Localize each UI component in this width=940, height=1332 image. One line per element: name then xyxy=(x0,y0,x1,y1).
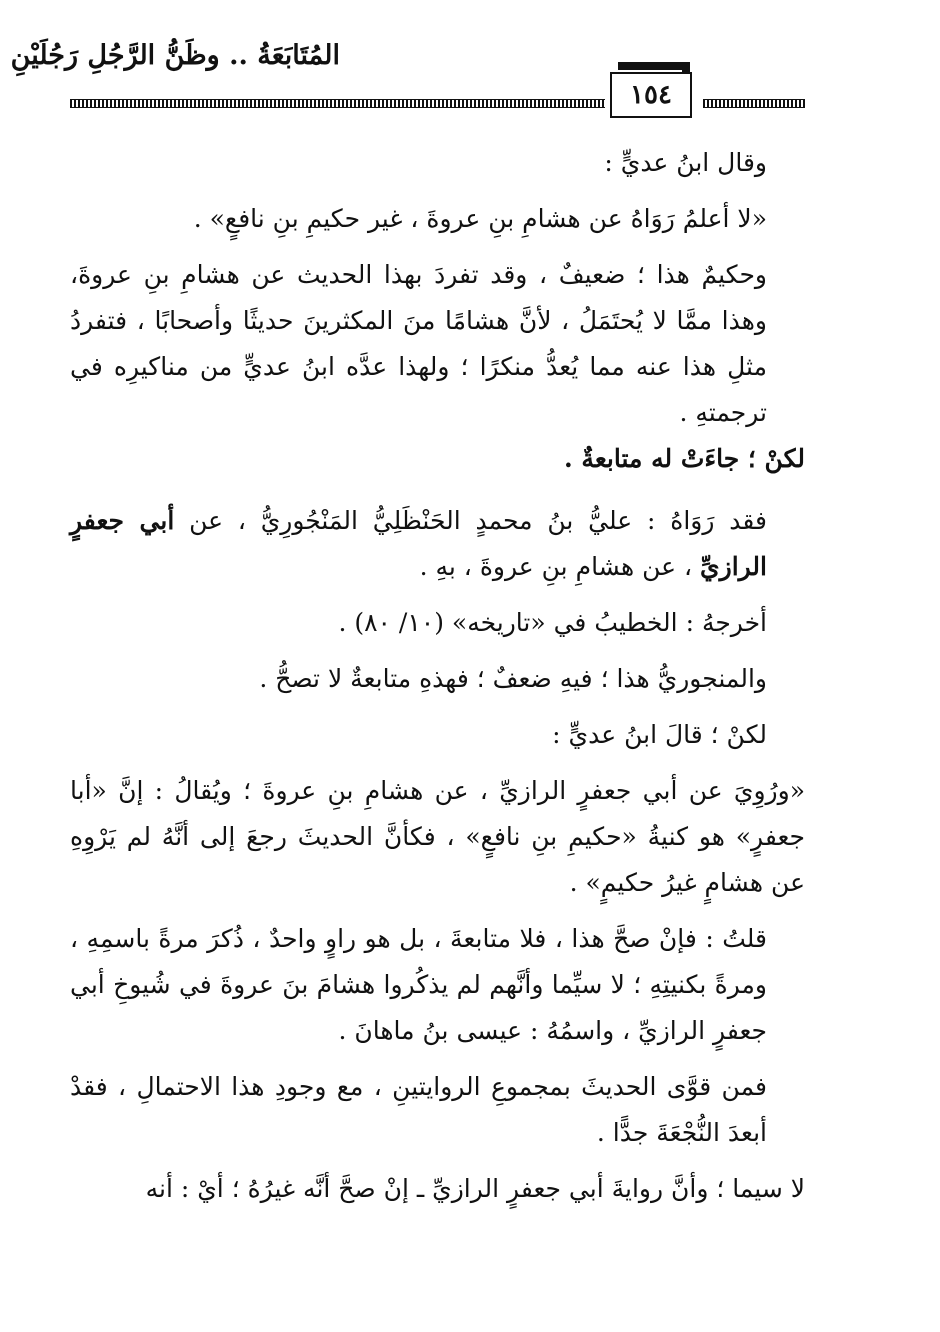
paragraph-12: لا سيما ؛ وأنَّ روايةَ أبي جعفرٍ الرازيِّ ـ إنْ صحَّ أنَّه غيرُهُ ؛ أيْ : أنه xyxy=(145,1174,805,1203)
paragraph-4-heading: لكنْ ؛ جاءَتْ له متابعةٌ . xyxy=(564,444,805,473)
page-number-box xyxy=(610,72,692,118)
page-number-box-shadow-top xyxy=(618,62,690,70)
paragraph-5-part-a: فقد رَوَاهُ : عليُّ بنُ محمدٍ الحَنْظَلِيُّ المَنْجُورِيُّ ، عن xyxy=(189,506,767,535)
paragraph-3: وحكيمٌ هذا ؛ ضعيفٌ ، وقد تفردَ بهذا الحديث عن هشامِ بنِ عروةَ، وهذا ممَّا لا يُحتَمَلُ ، لأنَّ هشامًا منَ المكثرينَ حديثًا وأصحابًا ، فتفردُ مثلِ هذا عنه مما يُعدُّ منكرًا ؛ ولهذا عدَّه ابنُ عديٍّ من مناكيرِه في ترجمتهِ . xyxy=(70,260,767,427)
paragraph-5 xyxy=(70,498,805,590)
running-title: المُتَابَعَةُ .. وظَنُّ الرَّجُلِ رَجُلَيْنِ xyxy=(10,40,340,71)
paragraph-10: قلتُ : فإنْ صحَّ هذا ، فلا متابعةَ ، بل هو راوٍ واحدٌ ، ذُكرَ مرةً باسمِهِ ، ومرةً بكنيتِهِ ؛ لا سيِّما وأنَّهم لم يذكُروا هشامَ بنَ عروةَ في شُيوخِ أبي جعفرٍ الرازيِّ ، واسمُهُ : عيسى بنُ ماهانَ . xyxy=(70,924,767,1045)
paragraph-7: والمنجوريُّ هذا ؛ فيهِ ضعفٌ ؛ فهذهِ متابعةٌ لا تصحُّ . xyxy=(259,664,767,693)
paragraph-8: لكنْ ؛ قالَ ابنُ عديٍّ : xyxy=(552,720,767,749)
header-rule-right xyxy=(703,99,805,108)
header-rule-left xyxy=(70,99,605,108)
paragraph-11: فمن قوَّى الحديثَ بمجموعِ الروايتينِ ، مع وجودِ هذا الاحتمالِ ، فقدْ أبعدَ النُّجْعَةَ جدًّا . xyxy=(70,1072,767,1147)
paragraph-2: «لا أعلمُ رَوَاهُ عن هشامِ بنِ عروةَ ، غير حكيمِ بنِ نافعٍ» . xyxy=(193,204,767,233)
page-number: ١٥٤ xyxy=(630,80,672,110)
narrator-name: أبي جعفرٍ الرازيِّ xyxy=(70,506,767,581)
body-text xyxy=(70,140,805,1212)
paragraph-5-part-c: ، عن هشامِ بنِ عروةَ ، بهِ . xyxy=(419,552,693,581)
paragraph-1: وقال ابنُ عديٍّ : xyxy=(604,148,767,177)
paragraph-9: «ورُوِيَ عن أبي جعفرٍ الرازيِّ ، عن هشامِ بنِ عروةَ ؛ ويُقالُ : إنَّ «أبا جعفرٍ» هو كنيةُ «حكيمِ بنِ نافعٍ» ، فكأنَّ الحديثَ رجعَ إلى أنَّهُ لم يَرْوِهِ عن هشامٍ غيرُ حكيمٍ» . xyxy=(70,776,805,897)
paragraph-6: أخرجهُ : الخطيبُ في «تاريخه» (١٠/ ٨٠) . xyxy=(338,608,767,637)
